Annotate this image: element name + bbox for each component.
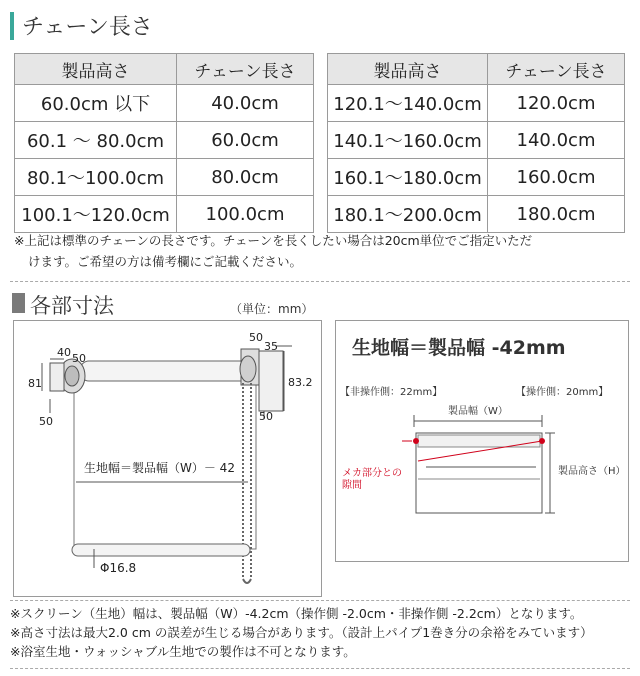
table-row (15, 122, 314, 159)
section-marker (12, 293, 25, 313)
bottom-bar (72, 544, 250, 556)
cell-height: 120.1～140.0cm (328, 85, 488, 122)
cell-height: 60.0cm 以下 (15, 85, 177, 122)
red-marker-left (413, 438, 419, 444)
cell-chain: 160.0cm (488, 159, 625, 196)
table-row (15, 85, 314, 122)
header-chain-length: チェーン長さ (177, 54, 314, 85)
cell-chain: 80.0cm (177, 159, 314, 196)
cell-chain: 40.0cm (177, 85, 314, 122)
dim-50-top-right: 50 (249, 331, 263, 344)
header-chain-length: チェーン長さ (488, 54, 625, 85)
cell-chain: 180.0cm (488, 196, 625, 233)
roller-tube (80, 361, 252, 381)
diameter-label: Φ16.8 (100, 561, 137, 575)
table-header-row (328, 54, 625, 85)
cell-height: 60.1 ～ 80.0cm (15, 122, 177, 159)
table-row (15, 159, 314, 196)
cell-height: 100.1～120.0cm (15, 196, 177, 233)
divider (10, 668, 630, 669)
table-row (328, 196, 625, 233)
table-row (15, 196, 314, 233)
dim-50-left: 50 (39, 415, 53, 428)
cell-chain: 140.0cm (488, 122, 625, 159)
cell-height: 160.1～180.0cm (328, 159, 488, 196)
mechanism-gap-label: メカ部分との (342, 468, 402, 479)
table-row (328, 122, 625, 159)
dim-83-2: 83.2 (288, 376, 313, 389)
dim-50-top-left: 50 (72, 352, 86, 365)
dim-35: 35 (264, 340, 278, 353)
dim-81: 81 (28, 377, 42, 390)
dim-50-right: 50 (259, 410, 273, 423)
table-row (328, 159, 625, 196)
bottom-note-2: ※高さ寸法は最大2.0 cm の誤差が生じる場合があります。（設計上パイプ1巻き分の余裕をみています） (10, 625, 593, 640)
right-pulley (240, 356, 256, 382)
left-bracket (50, 363, 64, 391)
cell-height: 180.1～200.0cm (328, 196, 488, 233)
section-title-chain: チェーン長さ (22, 15, 153, 40)
cell-chain: 100.0cm (177, 196, 314, 233)
section-title-dimensions: 各部寸法 (30, 294, 114, 318)
right-bracket (259, 351, 283, 411)
section-accent-bar (10, 12, 14, 40)
chain-note-line2: けます。ご希望の方は備考欄にご記載ください。 (28, 254, 303, 269)
divider (10, 600, 630, 601)
table-header-row (15, 54, 314, 85)
bottom-note-3: ※浴室生地・ウォッシャブル生地での製作は不可となります。 (10, 644, 356, 659)
cell-chain: 60.0cm (177, 122, 314, 159)
product-height-label: 製品高さ（H） (558, 466, 626, 477)
width-diagram (336, 321, 628, 561)
table-row (328, 85, 625, 122)
cell-height: 80.1～100.0cm (15, 159, 177, 196)
product-width-label: 製品幅（W） (448, 406, 508, 417)
non-operation-side-label: 【非操作側：22mm】 (340, 387, 443, 398)
chain-note-line1: ※上記は標準のチェーンの長さです。チェーンを長くしたい場合は20cm単位でご指定いただ (14, 233, 533, 248)
bottom-note-1: ※スクリーン（生地）幅は、製品幅（W）-4.2cm（操作側 -2.0cm・非操作側 -2.2cm）となります。 (10, 606, 583, 621)
fabric-width-label: 生地幅＝製品幅（W）－ 42 (84, 461, 235, 475)
mechanism-gap-label-2: 隙間 (342, 480, 362, 491)
chain-table-right (327, 53, 625, 233)
cell-chain: 120.0cm (488, 85, 625, 122)
unit-label: （単位：mm） (230, 302, 314, 316)
roller-blind-drawing (13, 320, 322, 597)
width-formula-box (335, 320, 629, 562)
left-end-cap-inner (65, 366, 79, 386)
divider (10, 281, 630, 282)
dim-40: 40 (57, 346, 71, 359)
width-formula: 生地幅＝製品幅 -42mm (352, 337, 566, 359)
roller-top (418, 435, 540, 447)
chain-table-left (14, 53, 314, 233)
header-product-height: 製品高さ (15, 54, 177, 85)
operation-side-label: 【操作側：20mm】 (516, 387, 609, 398)
cell-height: 140.1～160.0cm (328, 122, 488, 159)
header-product-height: 製品高さ (328, 54, 488, 85)
